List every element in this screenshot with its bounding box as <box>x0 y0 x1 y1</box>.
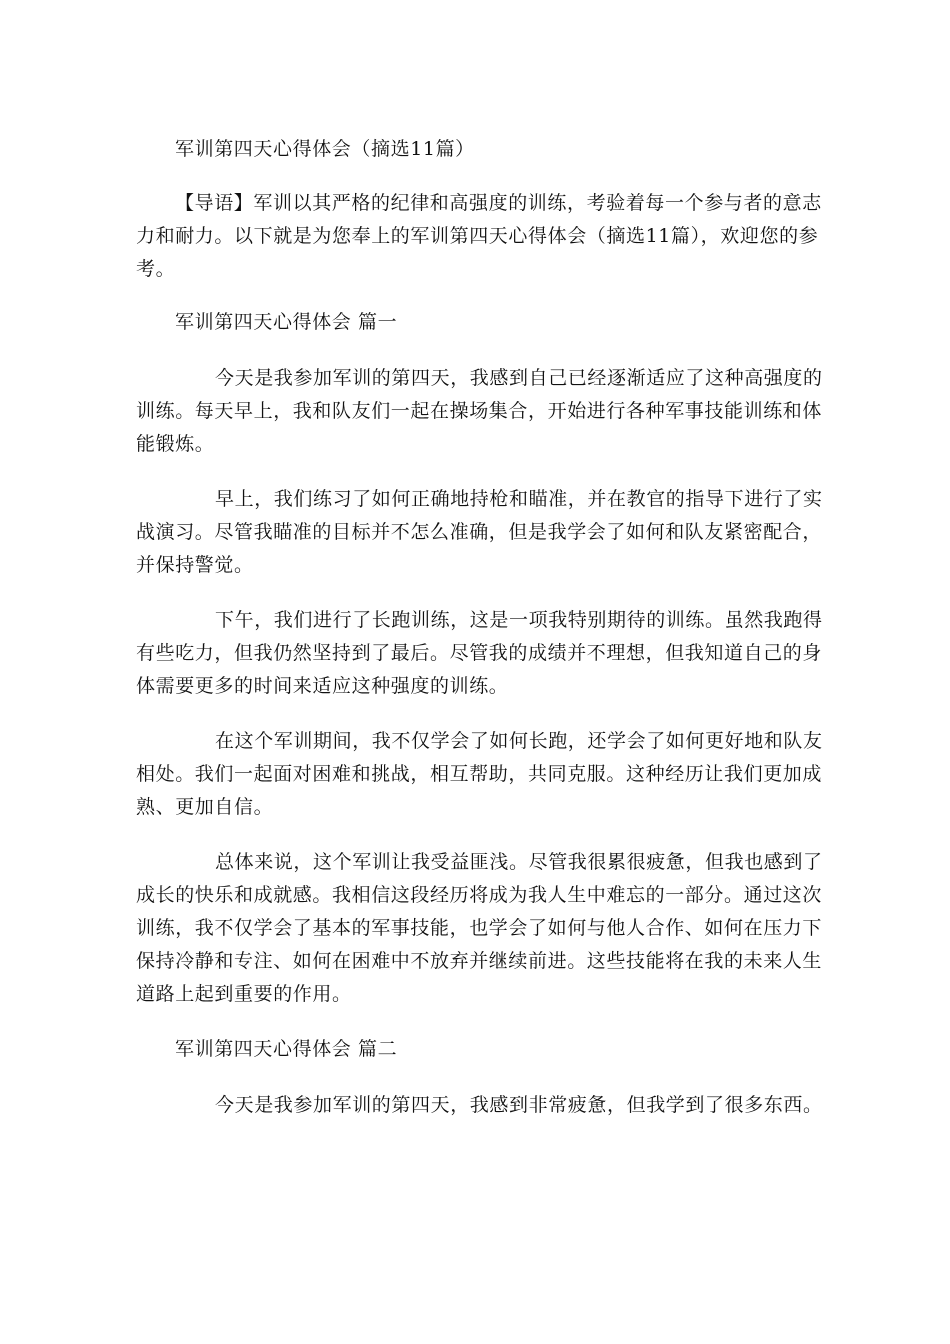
document-title: 军训第四天心得体会（摘选11篇） <box>175 138 475 160</box>
paragraph-line: 保持冷静和专注、如何在困难中不放弃并继续前进。这些技能将在我的未来人生 <box>136 950 823 972</box>
paragraph-line: 训练，我不仅学会了基本的军事技能，也学会了如何与他人合作、如何在压力下 <box>136 917 823 939</box>
paragraph-line: 在这个军训期间，我不仅学会了如何长跑，还学会了如何更好地和队友 <box>215 730 823 752</box>
paragraph-line: 今天是我参加军训的第四天，我感到非常疲惫，但我学到了很多东西。 <box>215 1094 823 1116</box>
paragraph-line: 下午，我们进行了长跑训练，这是一项我特别期待的训练。虽然我跑得 <box>215 609 823 631</box>
section-one-heading: 军训第四天心得体会 篇一 <box>175 311 398 333</box>
paragraph-line: 早上，我们练习了如何正确地持枪和瞄准，并在教官的指导下进行了实 <box>215 488 823 510</box>
intro-line: 力和耐力。以下就是为您奉上的军训第四天心得体会（摘选11篇），欢迎您的参 <box>136 225 819 247</box>
section-two-heading: 军训第四天心得体会 篇二 <box>175 1038 398 1060</box>
paragraph-line: 战演习。尽管我瞄准的目标并不怎么准确，但是我学会了如何和队友紧密配合， <box>136 521 823 543</box>
intro-line: 【导语】军训以其严格的纪律和高强度的训练，考验着每一个参与者的意志 <box>175 192 822 214</box>
paragraph-line: 训练。每天早上，我和队友们一起在操场集合，开始进行各种军事技能训练和体 <box>136 400 823 422</box>
paragraph-line: 成长的快乐和成就感。我相信这段经历将成为我人生中难忘的一部分。通过这次 <box>136 884 823 906</box>
paragraph-line: 道路上起到重要的作用。 <box>136 983 352 1005</box>
paragraph-line: 总体来说，这个军训让我受益匪浅。尽管我很累很疲惫，但我也感到了 <box>215 851 823 873</box>
paragraph-line: 熟、更加自信。 <box>136 796 274 818</box>
paragraph-line: 体需要更多的时间来适应这种强度的训练。 <box>136 675 509 697</box>
paragraph-line: 能锻炼。 <box>136 433 215 455</box>
paragraph-line: 今天是我参加军训的第四天，我感到自己已经逐渐适应了这种高强度的 <box>215 367 823 389</box>
paragraph-line: 有些吃力，但我仍然坚持到了最后。尽管我的成绩并不理想，但我知道自己的身 <box>136 642 823 664</box>
paragraph-line: 相处。我们一起面对困难和挑战，相互帮助，共同克服。这种经历让我们更加成 <box>136 763 823 785</box>
paragraph-line: 并保持警觉。 <box>136 554 254 576</box>
intro-line: 考。 <box>136 258 176 280</box>
